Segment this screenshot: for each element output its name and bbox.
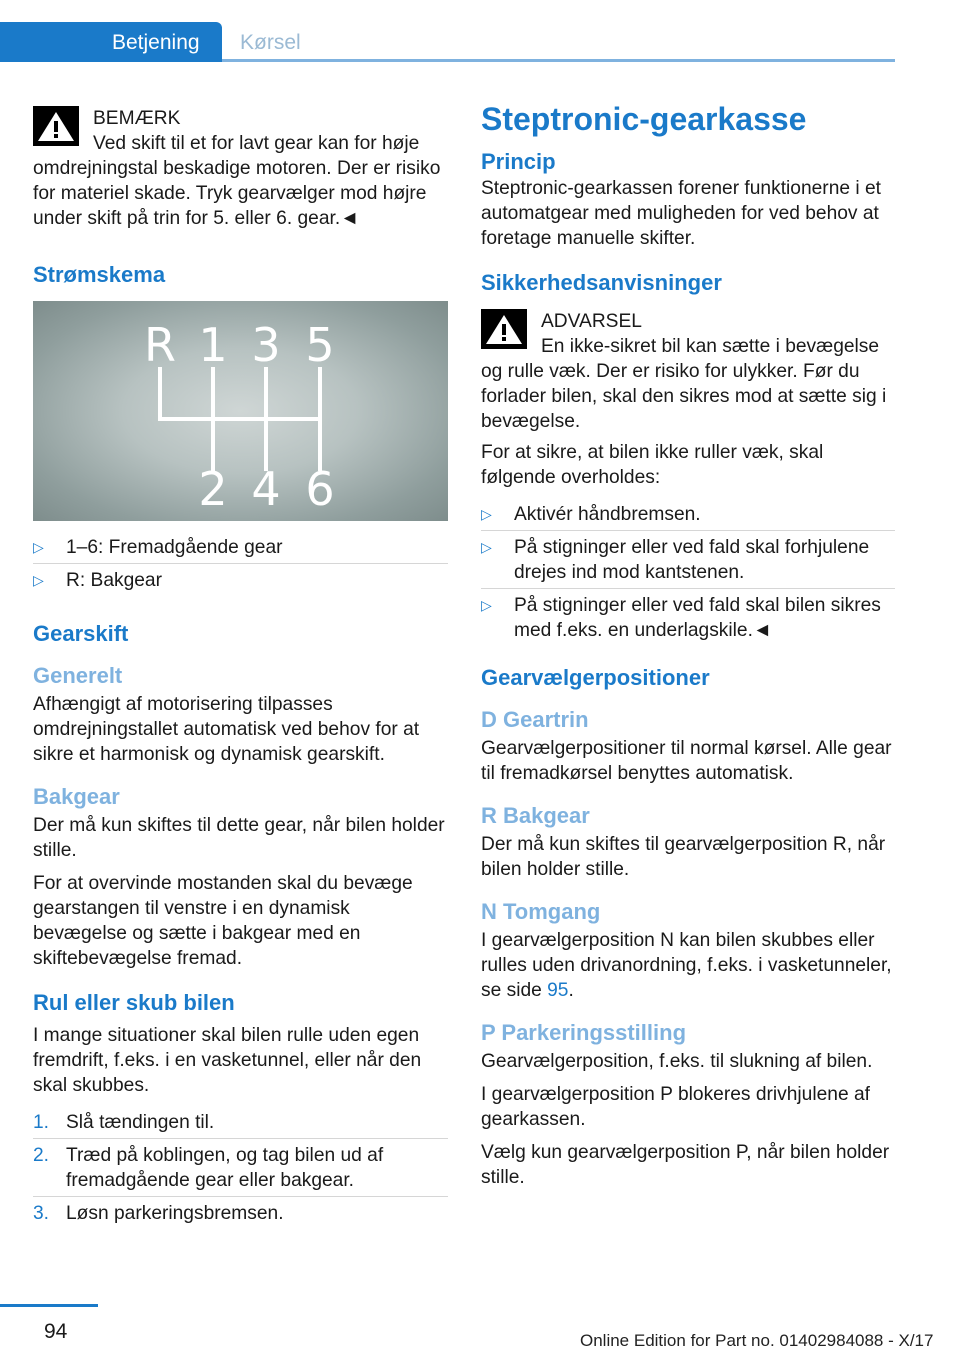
gear-label-3: 3 [251, 318, 281, 372]
triangle-bullet-icon: ▷ [481, 539, 492, 555]
tab-korsel[interactable]: Kørsel [240, 31, 301, 54]
steptronic-title: Steptronic-gearkasse [481, 101, 807, 137]
p-text-1: Gearvælgerposition, f.eks. til slukning af bilen. [481, 1051, 873, 1072]
gear-label-1: 1 [198, 318, 228, 372]
list-item: 2. Træd på koblingen, og tag bilen ud af fremadgående gear eller bakgear. [33, 1139, 448, 1197]
shift-pattern-list [33, 531, 448, 596]
d-text: Gearvælgerpositioner til normal kørsel. Alle gear til fremadkørsel benyttes automatisk. [481, 738, 892, 784]
list-item: ▷ På stigninger eller ved fald skal bilen sikres med f.eks. en underlagskile.◄ [481, 595, 881, 641]
p-text-2: I gearvælgerposition P blokeres drivhjulene af gearkassen. [481, 1084, 870, 1130]
triangle-bullet-icon: ▷ [481, 506, 492, 522]
notice-box [33, 100, 448, 231]
triangle-bullet-icon: ▷ [481, 597, 492, 613]
roll-steps-list [33, 1106, 448, 1229]
warning-box [481, 303, 895, 434]
tab-betjening[interactable] [0, 22, 222, 62]
triangle-bullet-icon: ▷ [33, 539, 44, 555]
list-item: ▷ 1–6: Fremadgående gear [33, 531, 448, 564]
notice-text: Ved skift til et for lavt gear kan for høje omdrejningstal beskadige motoren. Der er risiko for materiel skade. Tryk gearvælger mod højre under skift på trin for 5. eller 6. gear.◄ [33, 133, 441, 229]
gear-label-2: 2 [198, 462, 228, 516]
tab-bar [0, 22, 895, 62]
n-text: I gearvælgerposition N kan bilen skubbes eller rulles uden drivanordning, f.eks. i vasketunneler, se side 95. [481, 930, 892, 1001]
page-link-95[interactable]: 95 [547, 980, 569, 1001]
tab-divider-line [222, 59, 895, 62]
gear-shift-heading: Gearskift [33, 621, 129, 646]
reverse-text-1: Der må kun skiftes til dette gear, når bilen holder stille. [33, 815, 445, 861]
general-heading: Generelt [33, 663, 123, 688]
list-item: ▷ På stigninger eller ved fald skal forhjulene drejes ind mod kantstenen. [481, 531, 895, 589]
positions-heading: Gearvælgerpositioner [481, 665, 710, 690]
list-item: 1. Slå tændingen til. [33, 1106, 448, 1139]
list-item: ▷ Aktivér håndbremsen. [481, 498, 895, 531]
tab-betjening-label: Betjening [112, 31, 200, 54]
secure-text: For at sikre, at bilen ikke ruller væk, skal følgende overholdes: [481, 442, 824, 488]
reverse-heading: Bakgear [33, 784, 120, 809]
r-heading: R Bakgear [481, 803, 590, 828]
notice-title: BEMÆRK [93, 108, 181, 129]
p-heading: P Parkeringsstilling [481, 1020, 687, 1045]
principle-heading: Princip [481, 149, 556, 174]
roll-text: I mange situationer skal bilen rulle uden egen fremdrift, f.eks. i en vasketunnel, eller når den skal skubbes. [33, 1025, 422, 1096]
gear-label-r: R [144, 318, 176, 372]
page-number: 94 [44, 1320, 68, 1343]
gear-label-5: 5 [305, 318, 335, 372]
reverse-text-2: For at overvinde mostanden skal du bevæge gearstangen til venstre i en dynamisk bevægelse og sætte i bakgear med en skiftebevægelse fremad. [33, 873, 413, 969]
safety-heading: Sikkerhedsanvisninger [481, 270, 722, 295]
triangle-bullet-icon: ▷ [33, 572, 44, 588]
shift-pattern-heading: Strømskema [33, 262, 166, 287]
right-column [481, 100, 895, 1198]
gear-label-6: 6 [305, 462, 335, 516]
shift-pattern-diagram [33, 301, 448, 521]
n-heading: N Tomgang [481, 899, 601, 924]
r-text: Der må kun skiftes til gearvælgerposition R, når bilen holder stille. [481, 834, 886, 880]
principle-text: Steptronic-gearkassen forener funktionerne i et automatgear med muligheden for ved behov at foretage manuelle skifter. [481, 178, 881, 249]
secure-list [481, 498, 895, 646]
roll-heading: Rul eller skub bilen [33, 990, 235, 1015]
d-heading: D Geartrin [481, 707, 589, 732]
general-text: Afhængigt af motorisering tilpasses omdrejningstallet automatisk ved behov for at sikre et harmonisk og dynamisk gearskift. [33, 694, 420, 765]
warning-triangle-icon [33, 106, 79, 146]
warning-text: En ikke-sikret bil kan sætte i bevægelse og rulle væk. Der er risiko for ulykker. Før du forlader bilen, skal den sikres mod at sætte sig i bevægelse. [481, 336, 887, 432]
list-item: ▷ R: Bakgear [33, 570, 162, 591]
footer-accent-line [0, 1304, 98, 1307]
edition-note: Online Edition for Part no. 01402984088 - X/17 [580, 1331, 934, 1350]
gear-label-4: 4 [251, 462, 281, 516]
left-column [33, 100, 448, 1237]
warning-title: ADVARSEL [541, 311, 642, 332]
p-text-3: Vælg kun gearvælgerposition P, når bilen holder stille. [481, 1142, 890, 1188]
warning-triangle-icon [481, 309, 527, 349]
list-item: 3. Løsn parkeringsbremsen. [33, 1203, 284, 1224]
